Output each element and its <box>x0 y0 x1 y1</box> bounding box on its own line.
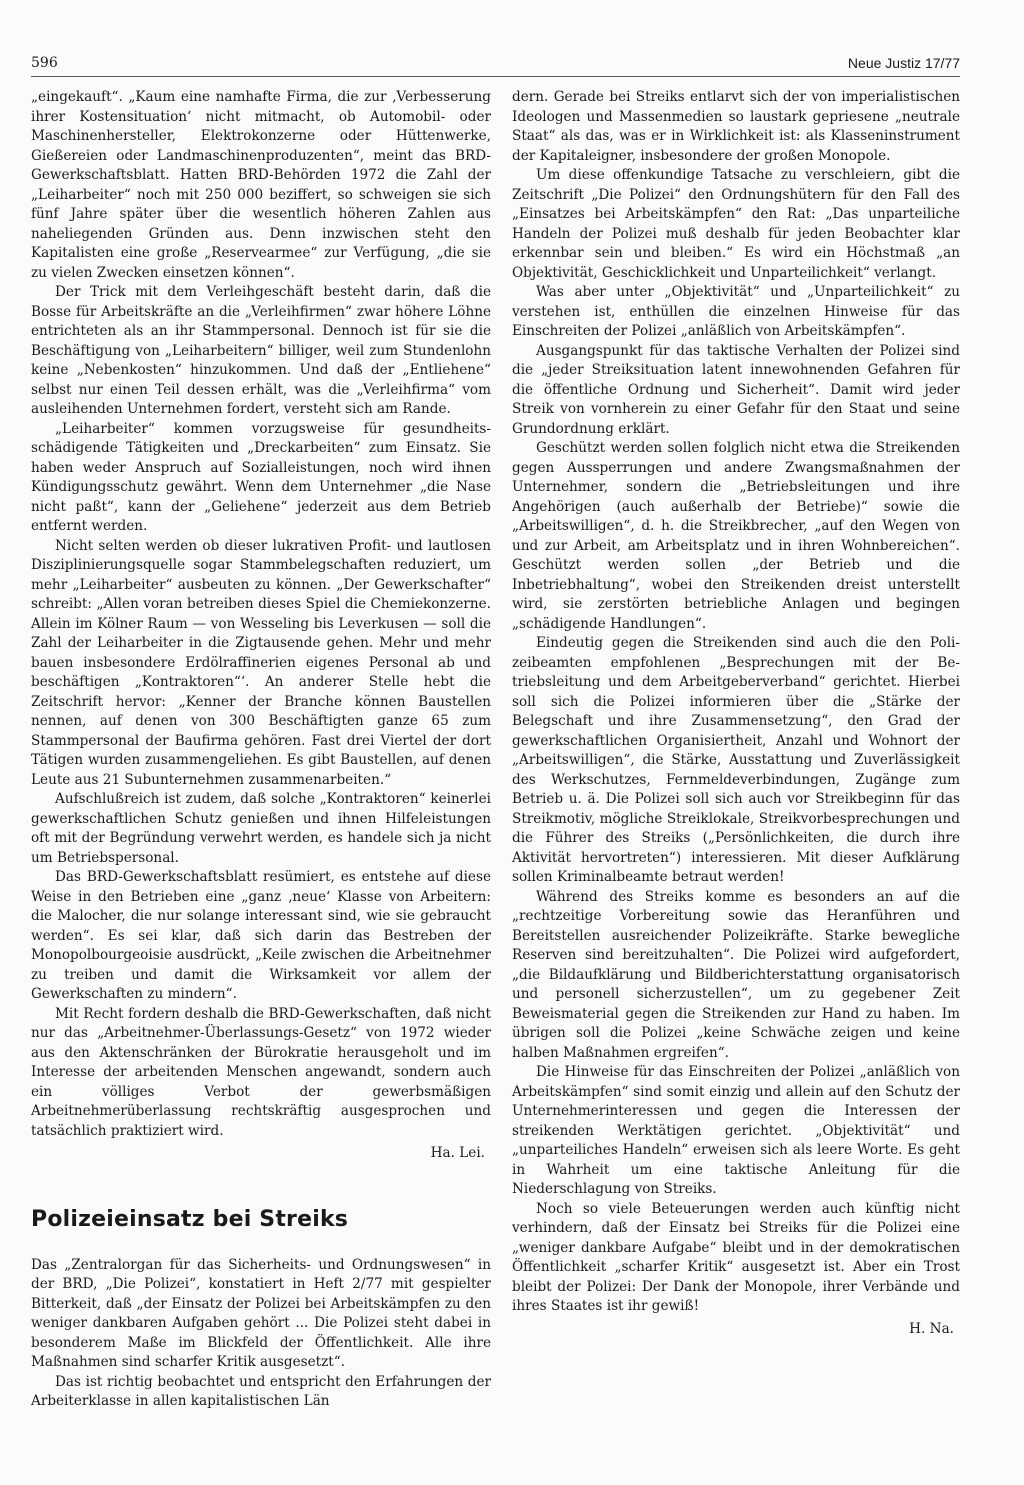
article-heading: Polizeieinsatz bei Streiks <box>31 1206 349 1232</box>
paragraph: Das ist richtig beobachtet und entspricht den Erfahrungen der Arbeiterklasse in allen kapitalistischen Län <box>31 1373 491 1409</box>
paragraph: Das „Zentralorgan für das Sicherheits- und Ordnungswesen“ in der BRD, „Die Polizei“, konstatiert in Heft 2/77 mit gespielter Bitterkeit, daß „der Einsatz der Polizei bei Arbeitskämpfen zu den weniger dankbaren Aufgaben gehört ... Die Polizei steht dabei in besonderem Maße im Blickfeld der Öffentlichkeit. Alle ihre Maßnahmen sind scharfer Kritik ausgesetzt“. <box>31 1256 491 1370</box>
page-number: 596 <box>31 55 58 71</box>
paragraph: dern. Gerade bei Streiks entlarvt sich der von imperialistischen Ideologen und Massenmedien so laustark gepriesene „neutrale Staat“ als das, was er in Wirklichkeit ist: als Klasseninstrument der Kapitaleigner, insbesondere der großen Monopole. <box>512 89 960 164</box>
header-rule <box>31 76 960 77</box>
right-column <box>512 88 960 1339</box>
paragraph: Ausgangspunkt für das taktische Verhalten der Polizei sind die „jeder Streiksituation latent innewohnenden Gefahren für die öffentliche Ordnung und Sicherheit“. Damit wird jeder Streik von vornherein zu einer Gefahr für den Staat und seine Grundordnung erklärt. <box>512 342 960 437</box>
paragraph: Eindeutig gegen die Streikenden sind auch die den Polizeibeamten empfohlenen „Besprechungen mit der Betriebsleitung und dem Arbeitgeberverband“ gerichtet. Hierbei soll sich die Polizei informieren über die „Stärke der Belegschaft und ihre Zusammensetzung“, den Grad der gewerkschaftlichen Organisiertheit, Anzahl und Wohnort der „Arbeitswilligen“, die Stärke, Ausstattung und Zuverlässigkeit des Werkschutzes, Fernmeldeverbindungen, Zugänge zum Betrieb u. ä. Die Polizei soll sich auch vor Streikbeginn für das Streikmotiv, mögliche Streiklokale, Streikvorbesprechungen und die Führer des Streiks („Persönlichkeiten, die durch ihre Aktivität hervortreten“) interessieren. Mit dieser Aufklärung sollen Kriminalbeamte betraut werden! <box>512 635 960 885</box>
paragraph: „Leiharbeiter“ kommen vorzugsweise für gesundheitsschädigende Tätigkeiten und „Dreckarbeiten“ zum Einsatz. Sie haben weder Anspruch auf Sozialleistungen, noch wird ihnen Kündigungsschutz gewährt. Wenn dem Unternehmer „die Nase nicht paßt“, kann der „Geliehene“ jederzeit aus dem Betrieb entfernt werden. <box>31 420 491 534</box>
paragraph: Mit Recht fordern deshalb die BRD-Gewerkschaften, daß nicht nur das „Arbeitnehmer-Überlassungs-Gesetz“ von 1972 wieder aus den Aktenschränken der Bürokratie herausgeholt und im Interesse der arbeitenden Menschen angewandt, sondern auch ein völliges Verbot der gewerbsmäßigen Arbeitnehmerüberlassung rechtskräftig ausgesprochen und tatsächlich praktiziert wird. <box>31 1005 491 1139</box>
paragraph: Noch so viele Beteuerungen werden auch künftig nicht verhindern, daß der Einsatz bei Streiks für die Polizei eine „weniger dankbare Aufgabe“ bleibt und in der demokratischen Öffentlichkeit „scharfer Kritik“ ausgesetzt ist. Aber ein Trost bleibt der Polizei: Der Dank der Monopole, ihrer Verbände und ihres Staates ist ihr gewiß! <box>512 1200 960 1314</box>
paragraph: Was aber unter „Objektivität“ und „Unparteilichkeit“ zu verstehen ist, enthüllen die einzelnen Hinweise für das Einschreiten der Polizei „anläßlich von Arbeitskämpfen“. <box>512 284 960 339</box>
author-signature: H. Na. <box>909 1320 954 1337</box>
paragraph: Der Trick mit dem Verleihgeschäft besteht darin, daß die Bosse für Arbeitskräfte an die „Verleihfirmen“ zwar höhere Löhne entrichteten als an ihr Stammpersonal. Dennoch ist für sie die Beschäftigung von „Leiharbeitern“ billiger, weil zum Stundenlohn keine „Nebenkosten“ hinzukommen. Und daß der „Entliehene“ selbst nur einen Teil dessen erhält, was die „Verleihfirma“ vom ausleihenden Unternehmen fordert, versteht sich am Rande. <box>31 284 491 417</box>
paragraph: Während des Streiks komme es besonders an auf die „rechtzeitige Vorbereitung sowie das Heranführen und Bereitstellen ausreichender Polizeikräfte. Starke bewegliche Reserven sind bereitzuhalten“. Die Polizei wird aufgefordert, „die Bildaufklärung und Bildberichterstattung organisatorisch und personell sicherzustellen“, um zu gegebener Zeit Beweismaterial gegen die Streikenden zur Hand zu haben. Im übrigen soll die Polizei „keine Schwäche zeigen und keine halben Maßnahmen ergreifen“. <box>512 888 960 1061</box>
paragraph: „eingekauft“. „Kaum eine namhafte Firma, die zur ‚Verbesserung ihrer Kostensituation‘ nicht mitmacht, ob Automobil- oder Maschinenhersteller, Elektrokonzerne oder Hüttenwerke, Gießereien oder Landmaschinenproduzenten“, meint das BRD-Gewerkschaftsblatt. Hatten BRD-Behörden 1972 die Zahl der „Leiharbeiter“ noch mit 250 000 beziffert, so schweigen sie sich fünf Jahre später über die wesentlich höheren Zahlen aus naheliegenden Gründen aus. Denn inzwischen steht den Kapitalisten eine große „Reservearmee“ zur Verfügung, „die sie zu vielen Zwecken einsetzen können“. <box>31 89 491 281</box>
paragraph: Aufschlußreich ist zudem, daß solche „Kontraktoren“ keinerlei gewerkschaftlichen Schutz genießen und ihnen Hilfeleistungen oft mit der Begründung verwehrt werden, es handele sich ja nicht um Betriebspersonal. <box>31 791 491 866</box>
journal-issue: Neue Justiz 17/77 <box>847 55 960 71</box>
paragraph: Die Hinweise für das Einschreiten der Polizei „anläßlich von Arbeitskämpfen“ sind somit einzig und allein auf den Schutz der Unternehmerinteressen und gegen die Interessen der streikenden Werktätigen gerichtet. „Objektivität“ und „unparteiliches Handeln“ erweisen sich als leere Worte. Es geht in Wahrheit um eine taktische Anleitung für die Niederschlagung von Streiks. <box>512 1064 960 1197</box>
paragraph: Das BRD-Gewerkschaftsblatt resümiert, es entstehe auf diese Weise in den Betrieben eine „ganz ‚neue‘ Klasse von Arbeitern: die Malocher, die nur solange interessant sind, wie sie gebraucht werden“. Es sei klar, daß sich darin das Bestreben der Monopolbourgeoisie ausdrückt, „Keile zwischen die Arbeitnehmer zu treiben und damit die Wirksamkeit vor allem der Gewerkschaften zu mindern“. <box>31 869 491 1002</box>
paragraph: Um diese offenkundige Tatsache zu verschleiern, gibt die Zeitschrift „Die Polizei“ den Ordnungshütern für den Fall des „Einsatzes bei Arbeitskämpfen“ den Rat: „Das unparteiliche Handeln der Polizei muß deshalb für jeden Beobachter klar erkennbar sein und bleiben.“ Es wird ein Höchstmaß „an Objektivität, Geschicklichkeit und Unparteilichkeit“ verlangt. <box>512 167 960 281</box>
paragraph: Geschützt werden sollen folglich nicht etwa die Streikenden gegen Aussperrungen und andere Zwangsmaßnahmen der Unternehmer, sondern die „Betriebsleitungen und ihre Angehörigen (auch außerhalb der Betriebe)“ sowie die „Arbeitswilligen“, d. h. die Streikbrecher, „auf den Wegen von und zur Arbeit, am Arbeitsplatz und in ihren Wohnbereichen“. Geschützt werden sollen „der Betrieb und die Inbetriebhaltung“, wobei den Streikenden dreist unterstellt wird, sie zerstörten betriebliche Anlagen und begingen „schädigende Handlungen“. <box>512 440 960 632</box>
page-header <box>31 54 960 76</box>
paragraph: Nicht selten werden ob dieser lukrativen Profit- und lautlosen Disziplinierungsquelle sogar Stammbelegschaften reduziert, um mehr „Leiharbeiter“ ausbeuten zu können. „Der Gewerkschafter“ schreibt: „Allen voran betreiben dieses Spiel die Chemiekonzerne. Allein im Kölner Raum — von Wesseling bis Leverkusen — soll die Zahl der Leiharbeiter in die Zigtausende gehen. Mehr und mehr bauen insbesondere Erdölraffinerien eigenes Personal ab und beschäftigen „Kontraktoren“‘. An anderer Stelle hebt die Zeitschrift hervor: „Kenner der Branche können Baustellen nennen, auf denen von 300 Beschäftigten ganze 65 zum Stammpersonal der Baufirma gehören. Fast drei Viertel der dort Tätigen wurden zusammengeliehen. Es gibt Baustellen, auf denen Leute aus 21 Subunternehmen zusammenarbeiten.“ <box>31 537 491 788</box>
left-column <box>31 88 491 1412</box>
author-signature: Ha. Lei. <box>430 1145 485 1161</box>
